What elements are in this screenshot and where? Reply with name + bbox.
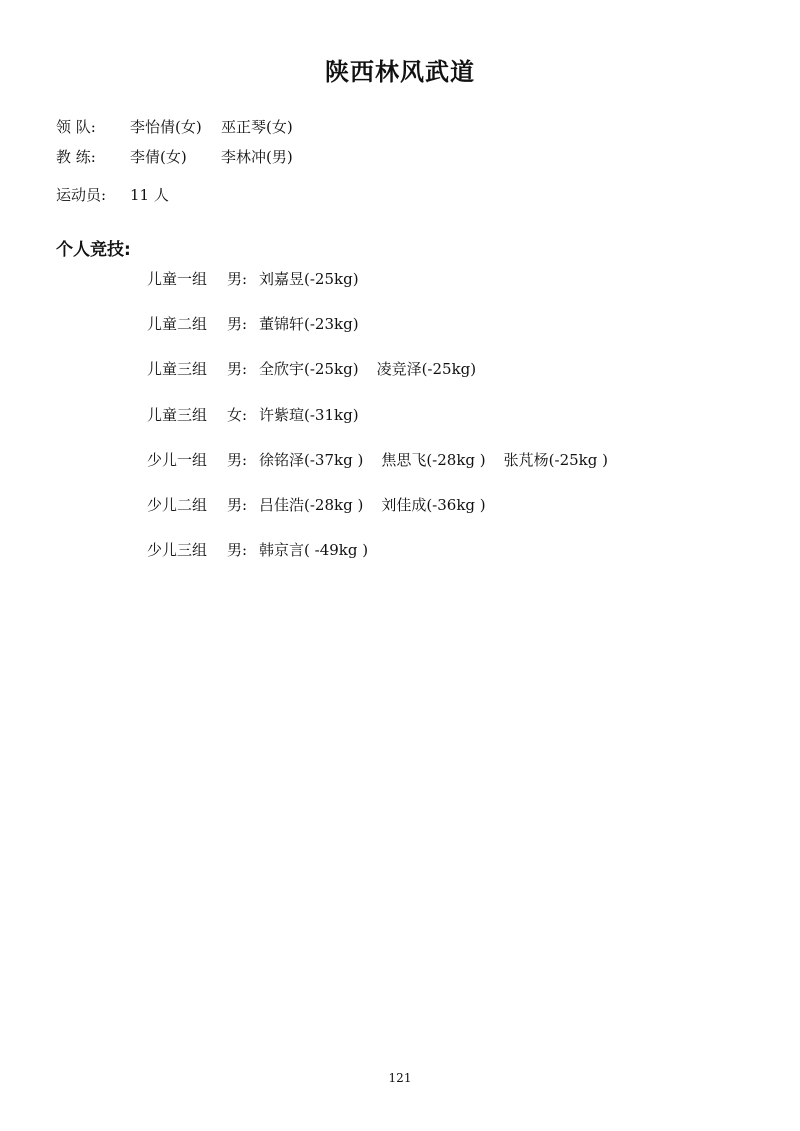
entry-athlete: 张芃杨(-25kg ) — [503, 451, 608, 469]
entry-group: 儿童一组 — [147, 270, 208, 288]
entry-row — [147, 539, 386, 560]
entry-row — [147, 494, 504, 515]
entry-row — [147, 268, 377, 289]
entry-athlete: 韩京言( -49kg ) — [259, 541, 369, 559]
page-title: 陕西林风武道 — [325, 58, 475, 86]
entry-group: 少儿一组 — [147, 451, 208, 469]
entry-athlete: 许紫瑄(-31kg) — [259, 406, 359, 424]
coach-name-1: 李倩(女) — [130, 148, 187, 166]
entry-row — [147, 449, 626, 470]
entry-athlete: 凌竞泽(-25kg) — [376, 360, 477, 378]
entry-gender: 男: — [227, 360, 248, 378]
entry-gender: 男: — [227, 315, 248, 333]
athletes-count: 11 人 — [130, 186, 169, 204]
coach-name-2: 李林冲(男) — [221, 148, 293, 166]
entry-athlete: 刘佳成(-36kg ) — [381, 496, 486, 514]
entry-athlete: 吕佳浩(-28kg ) — [259, 496, 364, 514]
entry-gender: 男: — [227, 496, 248, 514]
entry-gender: 男: — [227, 270, 248, 288]
leader-row — [56, 116, 293, 137]
entry-athlete: 董锦轩(-23kg) — [259, 315, 359, 333]
entry-group: 儿童二组 — [147, 315, 208, 333]
coach-label: 教 练: — [56, 148, 96, 166]
entry-athlete: 徐铭泽(-37kg ) — [259, 451, 364, 469]
entry-row — [147, 404, 377, 425]
entry-group: 儿童三组 — [147, 406, 208, 424]
section-heading: 个人竞技: — [56, 240, 131, 260]
entry-row — [147, 313, 377, 334]
entry-athlete: 刘嘉昱(-25kg) — [259, 270, 359, 288]
leader-name-1: 李怡倩(女) — [130, 118, 202, 136]
entry-athlete: 焦思飞(-28kg ) — [381, 451, 486, 469]
athletes-row — [56, 184, 169, 205]
entry-row — [147, 358, 494, 379]
entry-group: 少儿二组 — [147, 496, 208, 514]
leader-name-2: 巫正琴(女) — [221, 118, 293, 136]
entry-gender: 男: — [227, 541, 248, 559]
entry-group: 儿童三组 — [147, 360, 208, 378]
athletes-label: 运动员: — [56, 186, 107, 204]
entry-gender: 女: — [227, 406, 248, 424]
entry-athlete: 全欣宇(-25kg) — [259, 360, 359, 378]
entry-gender: 男: — [227, 451, 248, 469]
entry-group: 少儿三组 — [147, 541, 208, 559]
leader-label: 领 队: — [56, 118, 96, 136]
coach-row — [56, 146, 293, 167]
page-number: 121 — [388, 1071, 412, 1085]
